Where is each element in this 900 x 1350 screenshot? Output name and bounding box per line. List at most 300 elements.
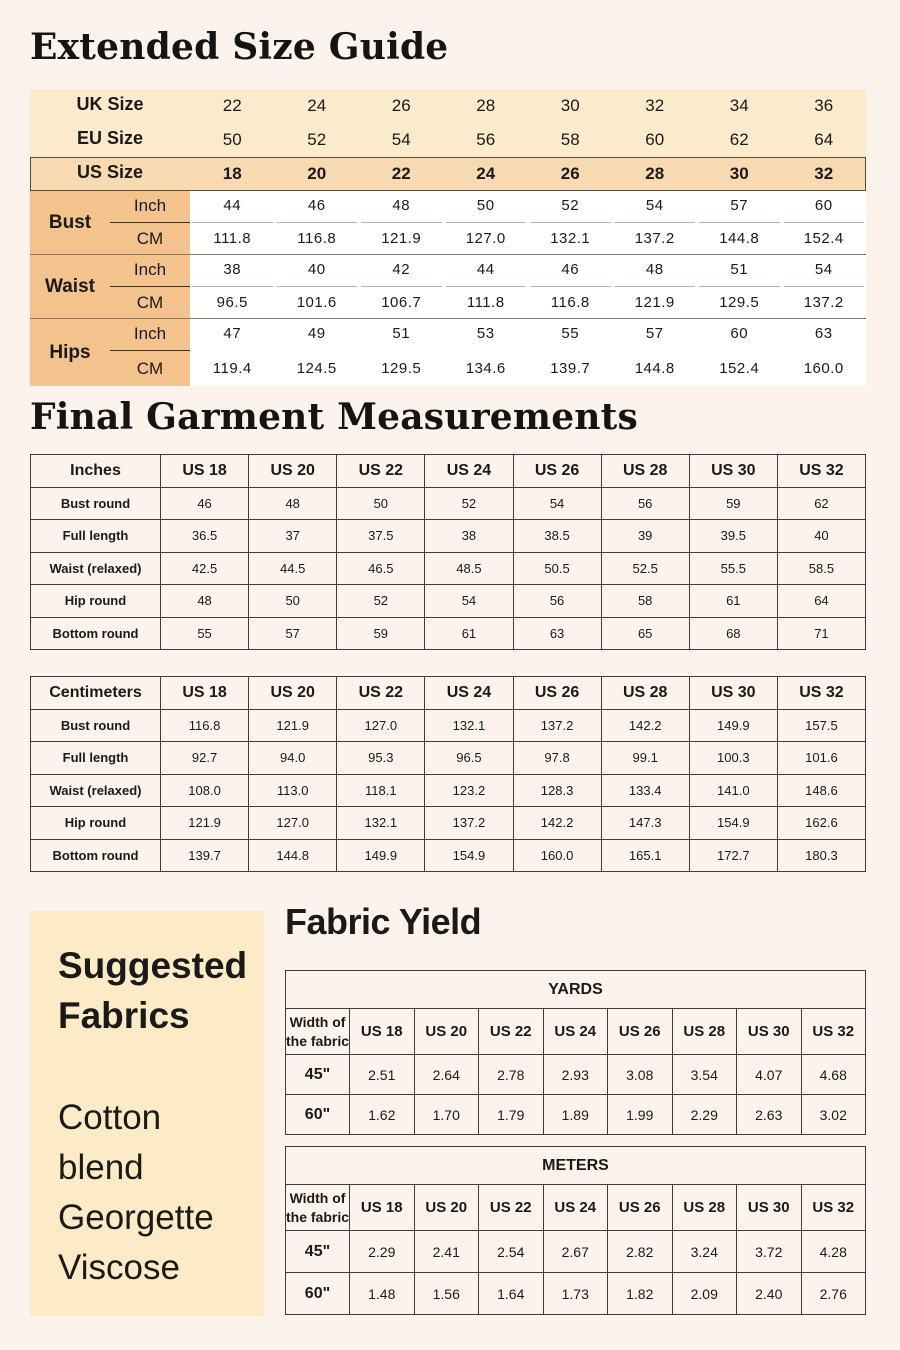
value-cell: 139.7: [550, 360, 591, 377]
value-cell: 152.4: [803, 230, 844, 247]
table-cell: 2.63: [737, 1095, 802, 1135]
value-cell: 96.5: [216, 294, 248, 311]
table-row: [286, 1055, 866, 1095]
cell-dividers: [190, 222, 866, 223]
eu-size-cell: 58: [560, 130, 580, 149]
table-header-row: [286, 1185, 866, 1231]
table-cell: 2.54: [479, 1231, 544, 1273]
cm-unit-label: CM: [136, 359, 164, 378]
size-header: US 30: [689, 677, 777, 710]
value-cell: 44: [223, 197, 242, 214]
bust-inch-row: [190, 197, 866, 214]
row-label: Bottom round: [31, 839, 161, 872]
size-header: US 28: [601, 677, 689, 710]
width-label-line: the fabric: [286, 1208, 350, 1225]
value-cell: 60: [814, 197, 833, 214]
table-row: [31, 742, 866, 775]
row-label: Waist (relaxed): [31, 552, 161, 585]
table-group-row: [286, 971, 866, 1009]
bust-group: [30, 191, 866, 255]
us-size-cell: 24: [476, 164, 496, 183]
table-cell: 4.68: [801, 1055, 866, 1095]
table-cell: 121.9: [161, 807, 249, 840]
table-cell: 147.3: [601, 807, 689, 840]
table-cell: 1.64: [479, 1273, 544, 1315]
table-cell: 54: [425, 585, 513, 618]
unit-header: Inches: [31, 455, 161, 488]
waist-group: [30, 255, 866, 319]
size-header: US 24: [543, 1185, 608, 1231]
table-row: [286, 1231, 866, 1273]
table-cell: 52: [337, 585, 425, 618]
table-row: [31, 552, 866, 585]
uk-size-cell: 34: [729, 96, 749, 115]
row-label: Hip round: [31, 807, 161, 840]
us-size-label: US Size: [76, 162, 144, 182]
uk-size-label: UK Size: [76, 94, 144, 114]
waist-label: Waist: [45, 276, 95, 297]
table-cell: 39.5: [689, 520, 777, 553]
table-cell: 48.5: [425, 552, 513, 585]
cell-dividers: [190, 286, 866, 287]
table-cell: 52.5: [601, 552, 689, 585]
value-cell: 53: [476, 325, 495, 342]
table-cell: 128.3: [513, 774, 601, 807]
table-cell: 64: [777, 585, 865, 618]
uk-size-cell: 32: [645, 96, 665, 115]
table-cell: 71: [777, 617, 865, 650]
value-cell: 55: [561, 325, 580, 342]
table-cell: 4.07: [737, 1055, 802, 1095]
row-label: Hip round: [31, 585, 161, 618]
table-cell: 1.62: [350, 1095, 415, 1135]
table-row: [31, 487, 866, 520]
table-cell: 118.1: [337, 774, 425, 807]
table-cell: 56: [513, 585, 601, 618]
size-header: US 32: [801, 1009, 866, 1055]
table-cell: 2.29: [672, 1095, 737, 1135]
table-cell: 61: [425, 617, 513, 650]
value-cell: 119.4: [212, 360, 252, 377]
table-cell: 39: [601, 520, 689, 553]
value-cell: 106.7: [381, 294, 422, 311]
us-size-cell: 20: [307, 164, 327, 183]
inch-unit-label: Inch: [133, 324, 167, 343]
table-group-row: [286, 1147, 866, 1185]
value-cell: 42: [392, 261, 411, 278]
hips-label: Hips: [49, 342, 91, 363]
inch-unit-label: Inch: [133, 260, 167, 279]
table-cell: 3.02: [801, 1095, 866, 1135]
table-cell: 2.40: [737, 1273, 802, 1315]
row-label: 45": [286, 1055, 350, 1095]
table-row: [286, 1095, 866, 1135]
bust-cm-row: [190, 230, 866, 247]
value-cell: 144.8: [719, 230, 760, 247]
size-header: US 24: [543, 1009, 608, 1055]
value-cell: 38: [223, 261, 242, 278]
value-cell: 121.9: [381, 230, 422, 247]
us-size-cell: 18: [222, 164, 242, 183]
row-label: 60": [286, 1273, 350, 1315]
value-cell: 46: [561, 261, 580, 278]
table-cell: 1.56: [414, 1273, 479, 1315]
value-cell: 127.0: [465, 230, 506, 247]
unit-divider: [110, 222, 190, 223]
size-header: US 22: [479, 1009, 544, 1055]
table-cell: 137.2: [425, 807, 513, 840]
row-label: 45": [286, 1231, 350, 1273]
cm-unit-label: CM: [136, 293, 164, 312]
table-cell: 58: [601, 585, 689, 618]
table-row: [31, 839, 866, 872]
garment-centimeters-table: [30, 676, 866, 872]
bust-label: Bust: [48, 212, 92, 233]
value-cell: 132.1: [550, 230, 591, 247]
unit-divider: [110, 350, 190, 351]
table-cell: 149.9: [689, 709, 777, 742]
table-cell: 38.5: [513, 520, 601, 553]
value-cell: 116.8: [297, 230, 337, 247]
width-label-line: the fabric: [286, 1032, 350, 1049]
eu-size-cell: 56: [476, 130, 496, 149]
unit-header: Centimeters: [31, 677, 161, 710]
table-cell: 165.1: [601, 839, 689, 872]
table-cell: 58.5: [777, 552, 865, 585]
value-cell: 51: [392, 325, 411, 342]
table-cell: 154.9: [689, 807, 777, 840]
size-header: US 28: [601, 455, 689, 488]
size-header: US 18: [350, 1185, 415, 1231]
table-cell: 133.4: [601, 774, 689, 807]
table-cell: 127.0: [337, 709, 425, 742]
table-cell: 116.8: [161, 709, 249, 742]
table-cell: 121.9: [249, 709, 337, 742]
table-cell: 46.5: [337, 552, 425, 585]
us-size-cell: 30: [729, 164, 749, 183]
table-cell: 59: [689, 487, 777, 520]
size-header: US 30: [737, 1185, 802, 1231]
eu-size-cell: 62: [729, 130, 749, 149]
table-cell: 48: [249, 487, 337, 520]
table-cell: 2.41: [414, 1231, 479, 1273]
size-header: US 30: [689, 455, 777, 488]
uk-size-cell: 22: [222, 96, 242, 115]
value-cell: 54: [645, 197, 664, 214]
inch-unit-label: Inch: [133, 196, 167, 215]
size-header: US 18: [350, 1009, 415, 1055]
garment-title: Final Garment Measurements: [30, 396, 638, 438]
waist-inch-row: [190, 261, 866, 278]
size-guide-title: Extended Size Guide: [30, 26, 449, 68]
table-header-row: [31, 677, 866, 710]
table-cell: 50.5: [513, 552, 601, 585]
size-header: US 28: [672, 1185, 737, 1231]
table-cell: 149.9: [337, 839, 425, 872]
value-cell: 57: [730, 197, 749, 214]
value-cell: 57: [645, 325, 664, 342]
eu-size-row: [190, 130, 866, 150]
table-cell: 4.28: [801, 1231, 866, 1273]
hips-cm-row: [190, 360, 866, 377]
value-cell: 54: [814, 261, 833, 278]
eu-size-cell: 60: [645, 130, 665, 149]
table-cell: 101.6: [777, 742, 865, 775]
value-cell: 49: [307, 325, 326, 342]
us-size-cell: 22: [391, 164, 411, 183]
size-header: US 22: [479, 1185, 544, 1231]
table-cell: 55: [161, 617, 249, 650]
table-cell: 92.7: [161, 742, 249, 775]
value-cell: 48: [645, 261, 664, 278]
table-cell: 40: [777, 520, 865, 553]
value-cell: 134.6: [465, 360, 506, 377]
table-cell: 127.0: [249, 807, 337, 840]
value-cell: 40: [307, 261, 326, 278]
size-header: US 24: [425, 455, 513, 488]
value-cell: 129.5: [719, 294, 760, 311]
meters-header: METERS: [286, 1147, 866, 1185]
value-cell: 101.6: [296, 294, 337, 311]
table-cell: 2.67: [543, 1231, 608, 1273]
table-cell: 95.3: [337, 742, 425, 775]
fabric-item: Cotton: [58, 1098, 162, 1137]
table-cell: 113.0: [249, 774, 337, 807]
row-label: Full length: [31, 742, 161, 775]
size-header: US 20: [414, 1009, 479, 1055]
table-cell: 100.3: [689, 742, 777, 775]
table-cell: 1.73: [543, 1273, 608, 1315]
table-header-row: [31, 455, 866, 488]
fabric-list: [58, 1093, 214, 1293]
fabric-item: Viscose: [58, 1248, 180, 1287]
eu-size-cell: 54: [391, 130, 411, 149]
table-cell: 3.24: [672, 1231, 737, 1273]
value-cell: 111.8: [213, 230, 252, 247]
table-cell: 52: [425, 487, 513, 520]
table-cell: 68: [689, 617, 777, 650]
uk-size-cell: 30: [560, 96, 580, 115]
suggested-fabrics-panel: [30, 911, 264, 1316]
value-cell: 60: [730, 325, 749, 342]
table-cell: 1.99: [608, 1095, 673, 1135]
table-cell: 62: [777, 487, 865, 520]
table-cell: 38: [425, 520, 513, 553]
table-cell: 37: [249, 520, 337, 553]
table-cell: 132.1: [425, 709, 513, 742]
width-label-line: Width of: [289, 1189, 346, 1206]
size-header: US 32: [777, 677, 865, 710]
size-header: US 20: [414, 1185, 479, 1231]
table-cell: 2.51: [350, 1055, 415, 1095]
table-cell: 2.93: [543, 1055, 608, 1095]
us-size-cell: 26: [560, 164, 580, 183]
size-header: US 28: [672, 1009, 737, 1055]
cm-unit-label: CM: [136, 229, 164, 248]
table-cell: 144.8: [249, 839, 337, 872]
table-cell: 56: [601, 487, 689, 520]
table-cell: 96.5: [425, 742, 513, 775]
table-cell: 172.7: [689, 839, 777, 872]
table-cell: 59: [337, 617, 425, 650]
value-cell: 50: [476, 197, 495, 214]
table-cell: 94.0: [249, 742, 337, 775]
size-header: US 30: [737, 1009, 802, 1055]
uk-size-cell: 24: [307, 96, 327, 115]
value-cell: 121.9: [634, 294, 675, 311]
width-header: [286, 1185, 350, 1231]
yield-meters-table: [285, 1146, 866, 1315]
us-size-row: [190, 164, 866, 184]
row-label: Waist (relaxed): [31, 774, 161, 807]
table-cell: 3.54: [672, 1055, 737, 1095]
uk-size-cell: 26: [391, 96, 411, 115]
size-header: US 26: [513, 455, 601, 488]
value-cell: 152.4: [719, 360, 760, 377]
value-cell: 47: [223, 325, 242, 342]
table-cell: 139.7: [161, 839, 249, 872]
table-cell: 46: [161, 487, 249, 520]
table-cell: 2.82: [608, 1231, 673, 1273]
hips-inch-row: [190, 325, 866, 342]
uk-size-cell: 28: [476, 96, 496, 115]
table-cell: 160.0: [513, 839, 601, 872]
table-cell: 48: [161, 585, 249, 618]
fabric-item: Georgette: [58, 1198, 214, 1237]
size-header: US 22: [337, 677, 425, 710]
value-cell: 137.2: [634, 230, 675, 247]
table-cell: 141.0: [689, 774, 777, 807]
value-cell: 111.8: [466, 294, 505, 311]
table-cell: 142.2: [513, 807, 601, 840]
table-cell: 50: [337, 487, 425, 520]
table-row: [286, 1273, 866, 1315]
table-row: [31, 774, 866, 807]
table-cell: 3.72: [737, 1231, 802, 1273]
table-cell: 2.64: [414, 1055, 479, 1095]
table-header-row: [286, 1009, 866, 1055]
us-size-cell: 32: [814, 164, 834, 183]
size-header: US 24: [425, 677, 513, 710]
fabric-item: blend: [58, 1148, 144, 1187]
row-label: 60": [286, 1095, 350, 1135]
value-cell: 116.8: [550, 294, 590, 311]
value-cell: 44: [476, 261, 495, 278]
row-label: Full length: [31, 520, 161, 553]
width-label-line: Width of: [289, 1013, 346, 1030]
row-label: Bust round: [31, 487, 161, 520]
value-cell: 46: [307, 197, 326, 214]
size-header: US 32: [801, 1185, 866, 1231]
table-cell: 1.82: [608, 1273, 673, 1315]
table-cell: 3.08: [608, 1055, 673, 1095]
size-header: US 32: [777, 455, 865, 488]
row-label: Bottom round: [31, 617, 161, 650]
waist-cm-row: [190, 294, 866, 311]
table-cell: 57: [249, 617, 337, 650]
value-cell: 63: [814, 325, 833, 342]
unit-divider: [110, 286, 190, 287]
table-cell: 99.1: [601, 742, 689, 775]
table-cell: 65: [601, 617, 689, 650]
table-row: [31, 520, 866, 553]
suggested-fabrics-title: [58, 941, 247, 1041]
table-cell: 44.5: [249, 552, 337, 585]
table-cell: 1.79: [479, 1095, 544, 1135]
table-cell: 132.1: [337, 807, 425, 840]
value-cell: 48: [392, 197, 411, 214]
table-cell: 148.6: [777, 774, 865, 807]
table-cell: 63: [513, 617, 601, 650]
table-cell: 1.48: [350, 1273, 415, 1315]
table-cell: 123.2: [425, 774, 513, 807]
table-cell: 142.2: [601, 709, 689, 742]
table-cell: 42.5: [161, 552, 249, 585]
uk-size-cell: 36: [814, 96, 834, 115]
size-header: US 18: [161, 677, 249, 710]
value-cell: 51: [730, 261, 749, 278]
table-row: [31, 807, 866, 840]
us-size-cell: 28: [645, 164, 665, 183]
value-cell: 124.5: [296, 360, 337, 377]
table-cell: 97.8: [513, 742, 601, 775]
table-cell: 2.09: [672, 1273, 737, 1315]
hips-group: [30, 319, 866, 386]
value-cell: 137.2: [803, 294, 844, 311]
value-cell: 160.0: [803, 360, 844, 377]
size-header: US 20: [249, 677, 337, 710]
table-row: [31, 585, 866, 618]
eu-size-cell: 64: [814, 130, 834, 149]
size-header: US 22: [337, 455, 425, 488]
title-line: Suggested: [58, 945, 248, 986]
table-cell: 55.5: [689, 552, 777, 585]
table-cell: 2.29: [350, 1231, 415, 1273]
garment-inches-table: [30, 454, 866, 650]
table-row: [31, 617, 866, 650]
table-cell: 1.89: [543, 1095, 608, 1135]
table-cell: 2.78: [479, 1055, 544, 1095]
table-cell: 50: [249, 585, 337, 618]
row-label: Bust round: [31, 709, 161, 742]
table-cell: 137.2: [513, 709, 601, 742]
size-header: US 20: [249, 455, 337, 488]
value-cell: 144.8: [634, 360, 675, 377]
size-header: US 26: [608, 1185, 673, 1231]
table-cell: 37.5: [337, 520, 425, 553]
table-cell: 54: [513, 487, 601, 520]
table-cell: 157.5: [777, 709, 865, 742]
table-cell: 61: [689, 585, 777, 618]
table-cell: 180.3: [777, 839, 865, 872]
yards-header: YARDS: [286, 971, 866, 1009]
table-cell: 2.76: [801, 1273, 866, 1315]
table-row: [31, 709, 866, 742]
table-cell: 108.0: [161, 774, 249, 807]
value-cell: 52: [561, 197, 580, 214]
eu-size-cell: 50: [222, 130, 242, 149]
eu-size-cell: 52: [307, 130, 327, 149]
fabric-yield-title: Fabric Yield: [285, 901, 482, 942]
uk-size-row: [190, 96, 866, 116]
table-cell: 36.5: [161, 520, 249, 553]
yield-yards-table: [285, 970, 866, 1135]
table-cell: 162.6: [777, 807, 865, 840]
width-header: [286, 1009, 350, 1055]
value-cell: 129.5: [381, 360, 422, 377]
size-guide-table: [30, 89, 866, 386]
table-cell: 154.9: [425, 839, 513, 872]
